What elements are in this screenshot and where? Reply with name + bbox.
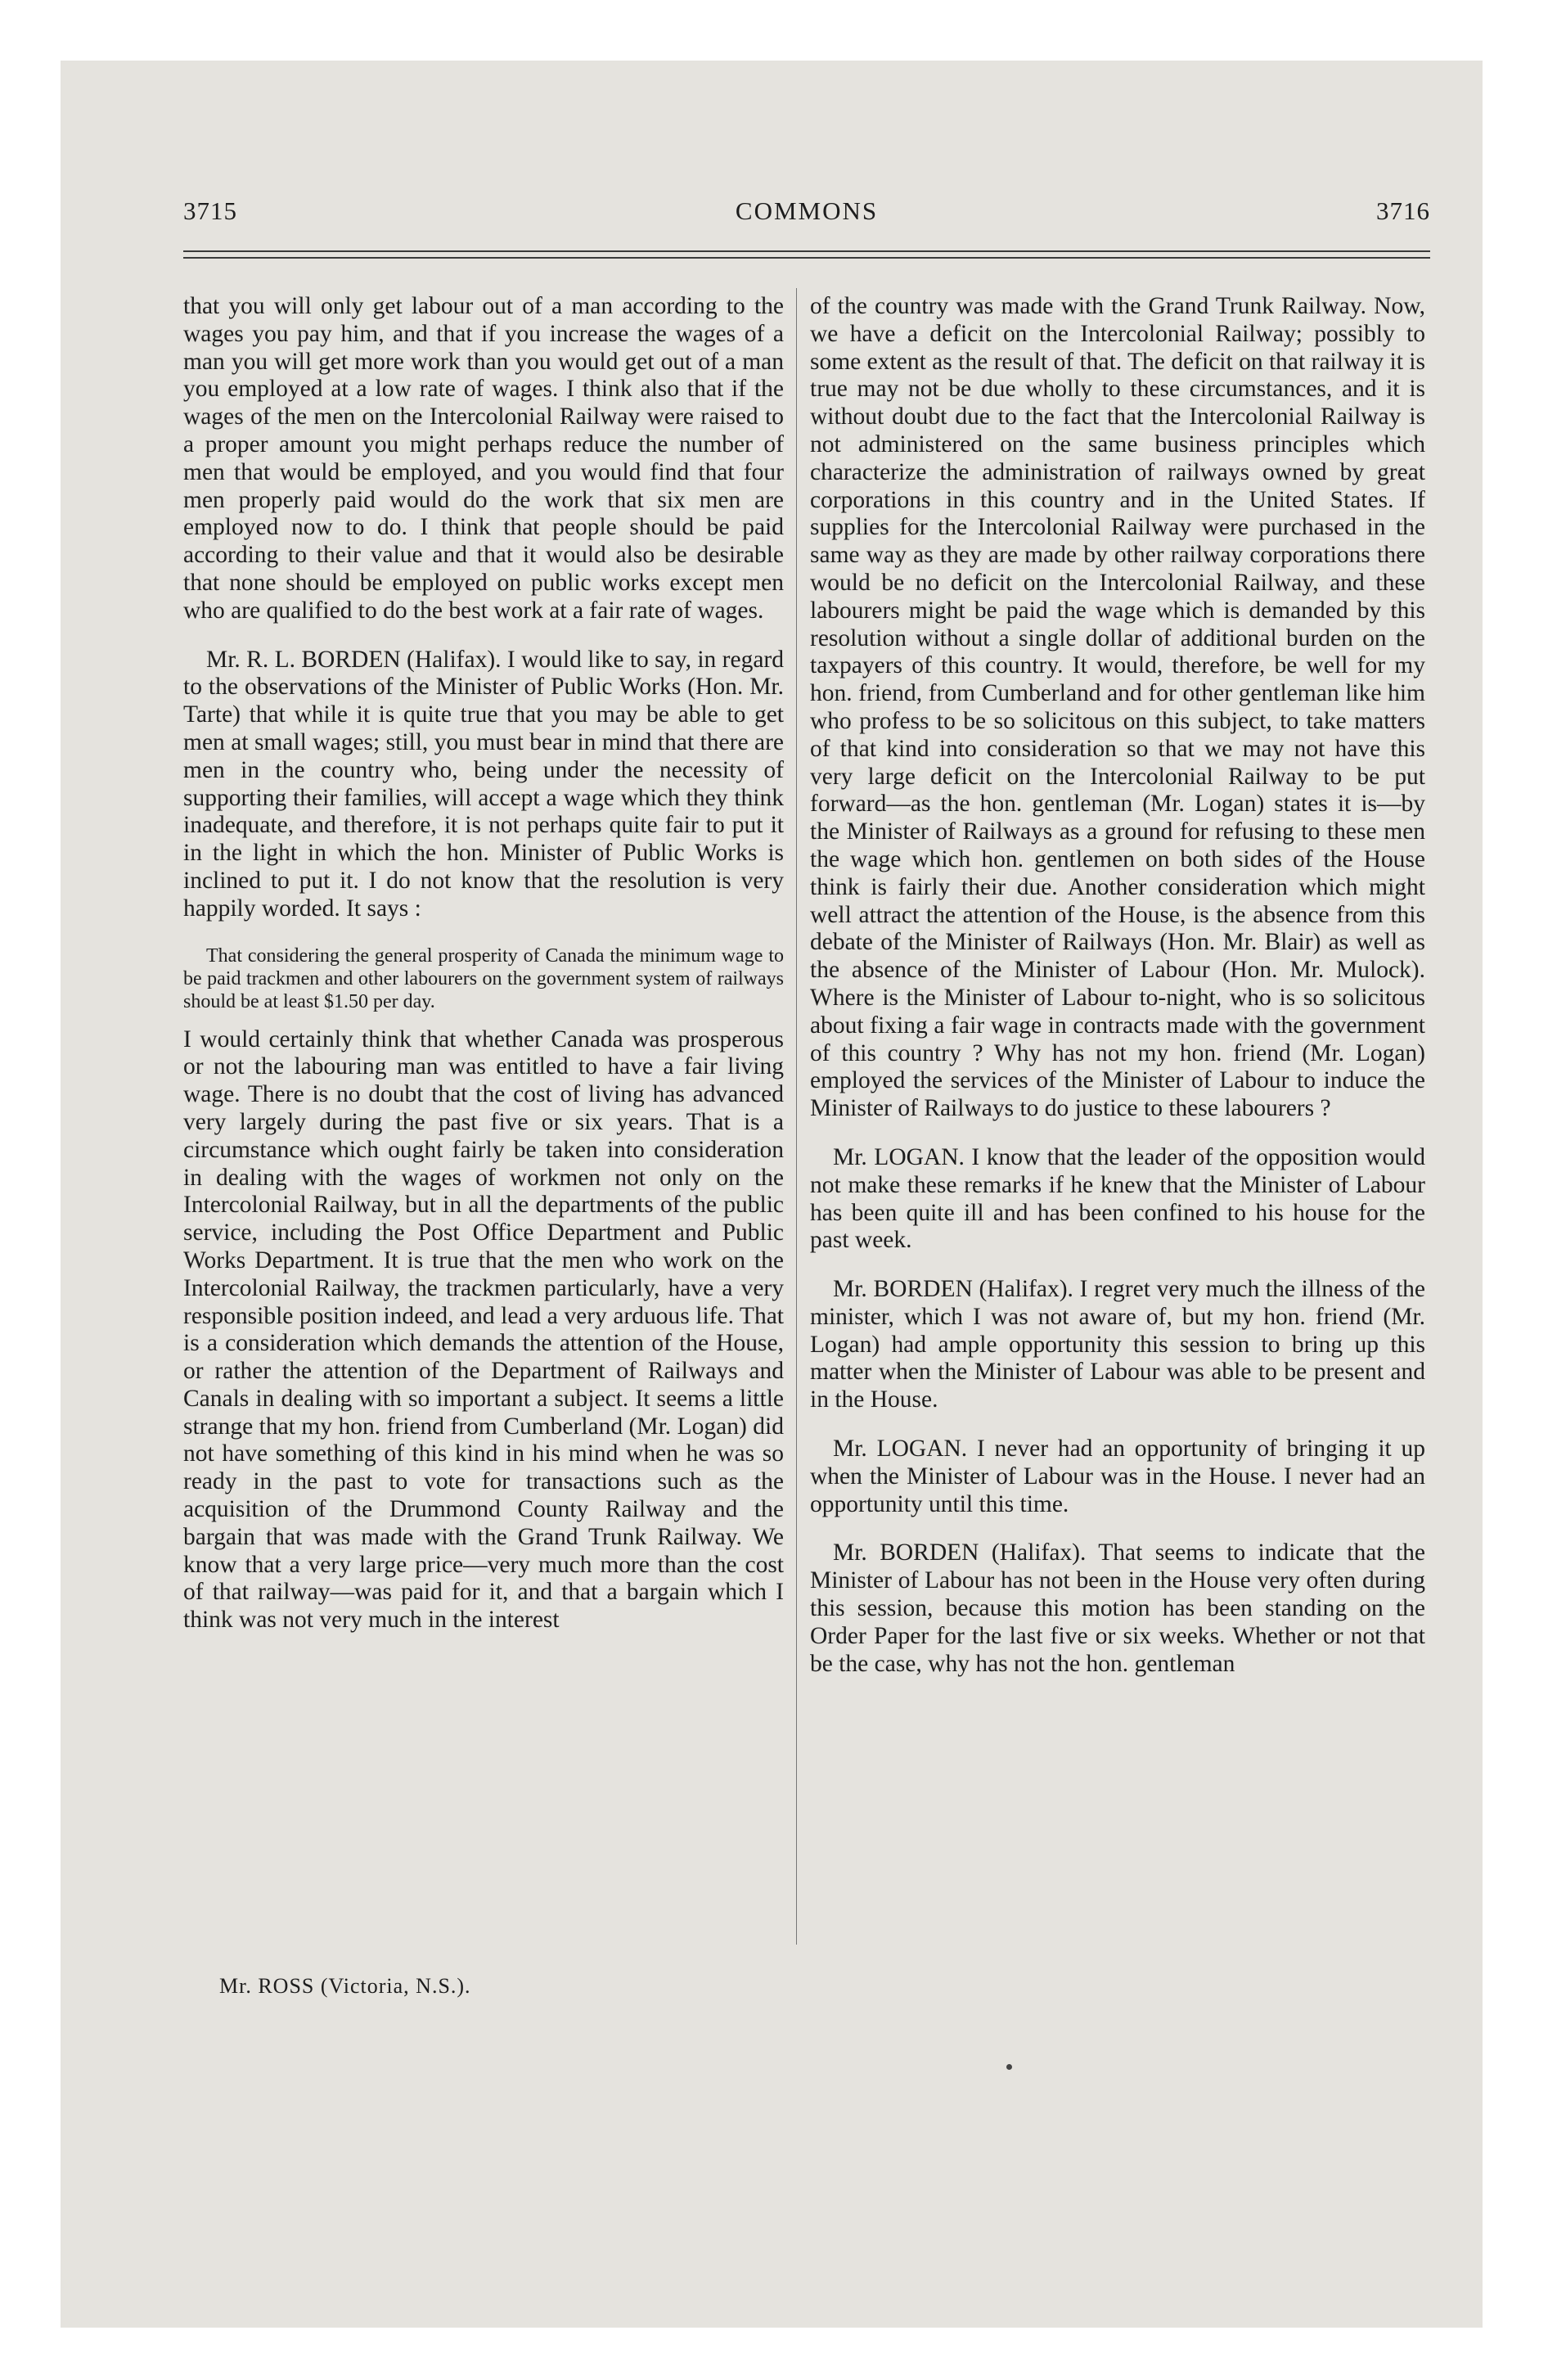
print-speck <box>1006 2064 1012 2070</box>
speech-text: I regret very much the illness of the minister, which I was not aware of, but my hon. friend (Mr. Logan) had ample opportunity this session to bring up this matter when the Minister of Labour was able to be present and in the House. <box>810 1276 1425 1413</box>
speaker-name: Mr. LOGAN. <box>833 1143 965 1170</box>
speaker-name: Mr. R. L. BORDEN (Halifax). <box>206 646 502 673</box>
paragraph: of the country was made with the Grand Trunk Railway. Now, we have a deficit on the Intercolonial Railway; possibly to some extent as the result of that. The deficit on that railway it is true may not be due wholly to these circumstances, and it is without doubt due to the fact that the Intercolonial Railway is not administered on the same business principles which characterize the administration of railways owned by great corporations in this country and in the United States. If supplies for the Intercolonial Railway were purchased in the same way as they are made by other railway corporations there would be no deficit on the Intercolonial Railway, and these labourers might be paid the wage which is demanded by this resolution without a single dollar of additional burden on the taxpayers of this country. It would, therefore, be well for my hon. friend, from Cumberland and for other gentleman like him who profess to be so solicitous on this subject, to take matters of that kind into consideration so that we may not have this very large deficit on the Intercolonial Railway to be put forward—as the hon. gentleman (Mr. Logan) states it is—by the Minister of Railways as a ground for refusing to these men the wage which hon. gentlemen on both sides of the House think is fairly their due. Another consideration which might well attract the attention of the House, is the absence from this debate of the Minister of Railways (Hon. Mr. Blair) as well as the absence of the Minister of Labour (Hon. Mr. Mulock). Where is the Minister of Labour to-night, who is so solicitous about fixing a fair wage in contracts made with the government of this country ? Why has not my hon. friend (Mr. Logan) employed the services of the Minister of Labour to induce the Minister of Railways to do justice to these labourers ? <box>810 293 1425 1122</box>
paragraph <box>810 1276 1425 1414</box>
quoted-resolution: That considering the general prosperity of Canada the minimum wage to be paid trackmen and other labourers on the government system of railways should be at least $1.50 per day. <box>183 944 784 1012</box>
paragraph <box>810 1539 1425 1678</box>
page-number-left: 3715 <box>183 196 237 225</box>
speech-text: I never had an opportunity of bringing it up when the Minister of Labour was in the House. I never had an opportunity until this time. <box>810 1436 1425 1517</box>
speaker-name: Mr. BORDEN (Halifax). <box>833 1276 1073 1303</box>
speech-text: I would like to say, in regard to the observations of the Minister of Public Works (Hon. Mr. Tarte) that while it is quite true that you may be able to get men at small wages; still, you must bear in mind that there are men in the country who, being under the necessity of supporting their families, will accept a wage which they think inadequate, and therefore, it is not perhaps quite fair to put it in the light in which the hon. Minister of Public Works is inclined to put it. I do not know that the resolution is very happily worded. It says : <box>183 646 784 922</box>
header-rule-top <box>183 250 1430 252</box>
paragraph: that you will only get labour out of a man according to the wages you pay him, and that if you increase the wages of a man you will get more work than you would get out of a man you employed at a low rate of wages. I think also that if the wages of the men on the Intercolonial Railway were raised to a proper amount you might perhaps reduce the number of men that would be employed, and you would find that four men properly paid would do the work that six men are employed now to do. I think that people should be paid according to their value and that it would also be desirable that none should be employed on public works except men who are qualified to do the best work at a fair rate of wages. <box>183 293 784 624</box>
speech-text: That seems to indicate that the Minister of Labour has not been in the House very often during this session, because this motion has been standing on the Order Paper for the last five or six weeks. Whether or not that be the case, why has not the hon. gentleman <box>810 1539 1425 1677</box>
header-rule-bottom <box>183 257 1430 259</box>
paragraph <box>810 1144 1425 1255</box>
right-column <box>810 293 1425 2323</box>
page-header <box>183 196 1430 229</box>
running-head: COMMONS <box>735 196 879 225</box>
page-number-right: 3716 <box>1376 196 1430 225</box>
left-column <box>183 293 784 2323</box>
footer-speaker-reference: Mr. ROSS (Victoria, N.S.). <box>219 1974 471 1998</box>
speaker-name: Mr. BORDEN (Halifax). <box>833 1539 1087 1566</box>
column-divider <box>796 288 797 1945</box>
paragraph <box>810 1436 1425 1518</box>
paragraph: I would certainly think that whether Canada was prosperous or not the labouring man was entitled to have a fair living wage. There is no doubt that the cost of living has advanced very largely during the past five or six years. That is a circumstance which ought fairly be taken into consideration in dealing with the wages of workmen not only on the Intercolonial Railway, but in all the departments of the public service, including the Post Office Department and Public Works Department. It is true that the men who work on the Intercolonial Railway, the trackmen particularly, have a very responsible position indeed, and lead a very arduous life. That is a consideration which demands the attention of the House, or rather the attention of the Department of Railways and Canals in dealing with so important a subject. It seems a little strange that my hon. friend from Cumberland (Mr. Logan) did not have something of this kind in his mind when he was so ready in the past to vote for transactions such as the acquisition of the Drummond County Railway and the bargain that was made with the Grand Trunk Railway. We know that a very large price—very much more than the cost of that railway—was paid for it, and that a bargain which I think was not very much in the interest <box>183 1025 784 1634</box>
speech-text: I know that the leader of the opposition would not make these remarks if he knew that the Minister of Labour has been quite ill and has been confined to his house for the past week. <box>810 1143 1425 1254</box>
speaker-name: Mr. LOGAN. <box>833 1436 968 1463</box>
paragraph <box>183 647 784 923</box>
